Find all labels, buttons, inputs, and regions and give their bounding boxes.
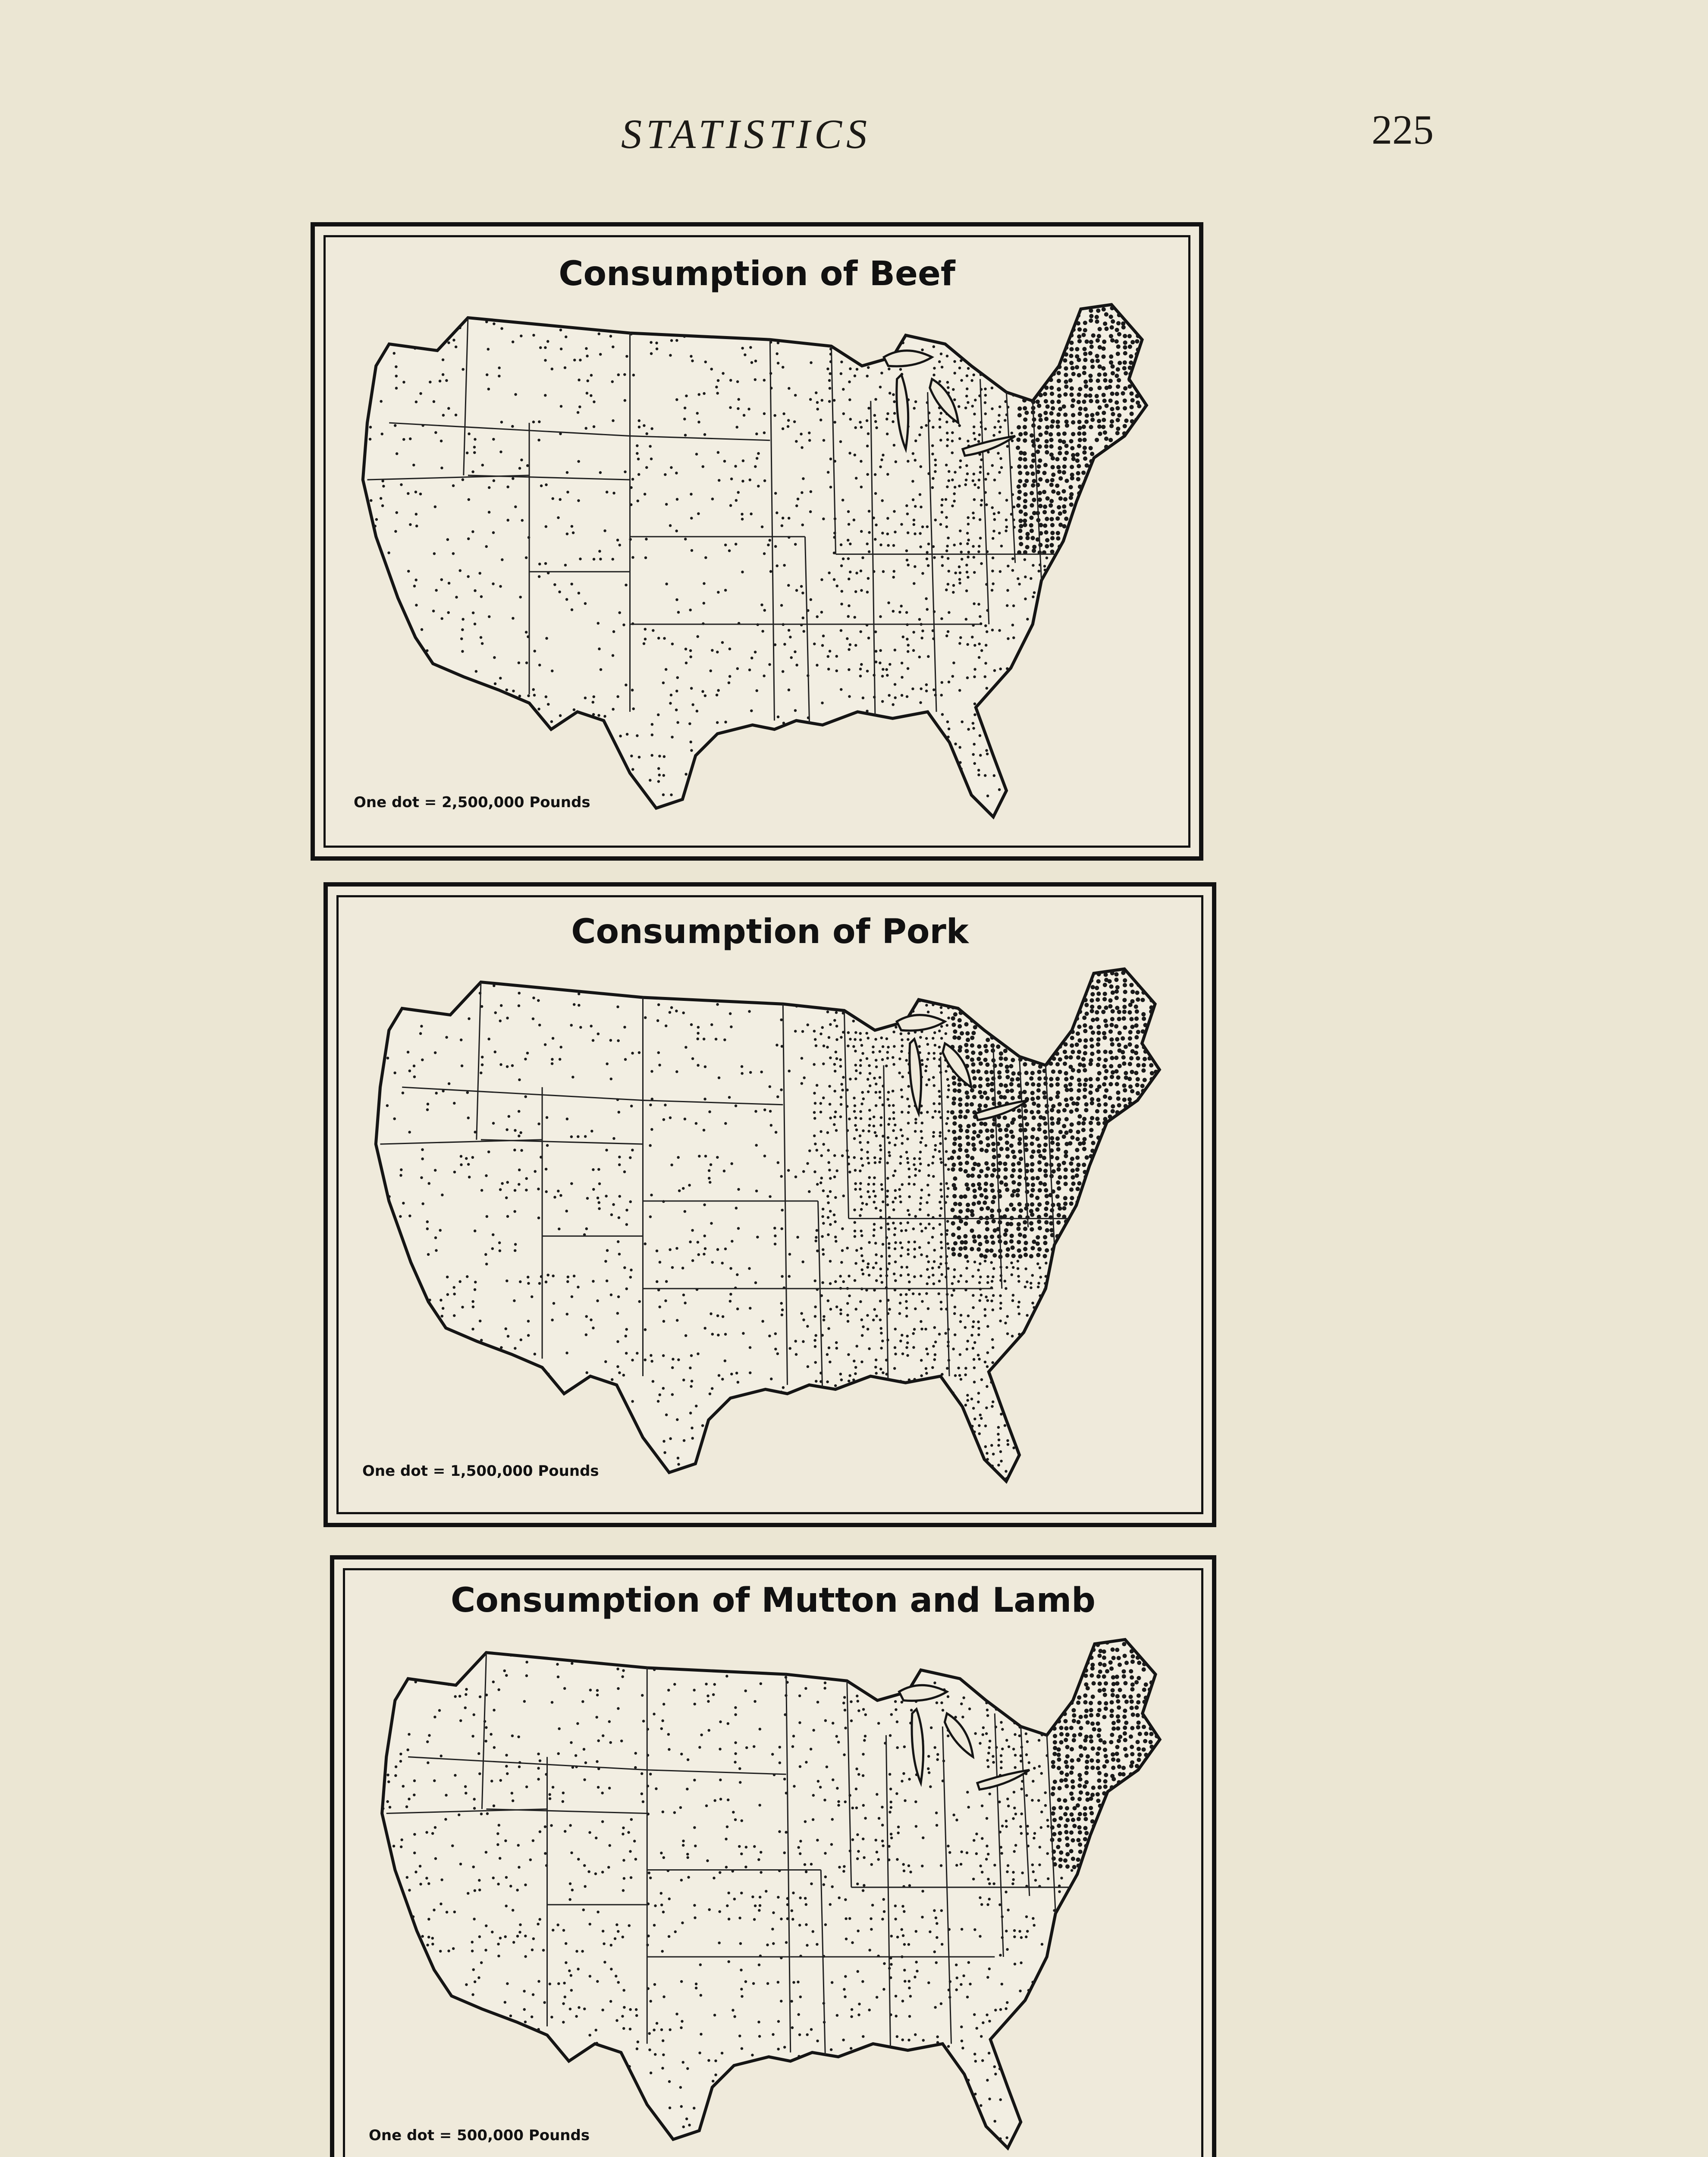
beef-map-title: Consumption of Beef xyxy=(559,255,955,293)
us-outline xyxy=(376,969,1159,1481)
mutton-map-panel xyxy=(330,1555,1216,2157)
pork-us-map xyxy=(336,951,1212,1508)
beef-map-legend: One dot = 2,500,000 Pounds xyxy=(354,794,590,811)
pork-map-panel xyxy=(323,882,1216,1527)
beef-us-map xyxy=(323,291,1199,839)
mutton-us-map xyxy=(343,1620,1212,2157)
mutton-map-legend: One dot = 500,000 Pounds xyxy=(369,2127,590,2144)
page-number: 225 xyxy=(1372,107,1434,153)
beef-map-panel xyxy=(311,222,1203,861)
us-outline xyxy=(363,305,1146,817)
pork-map-title: Consumption of Pork xyxy=(571,912,969,951)
us-outline xyxy=(382,1640,1160,2148)
running-head: STATISTICS xyxy=(621,111,872,157)
pork-map-legend: One dot = 1,500,000 Pounds xyxy=(362,1462,599,1480)
mutton-map-title: Consumption of Mutton and Lamb xyxy=(451,1581,1096,1620)
